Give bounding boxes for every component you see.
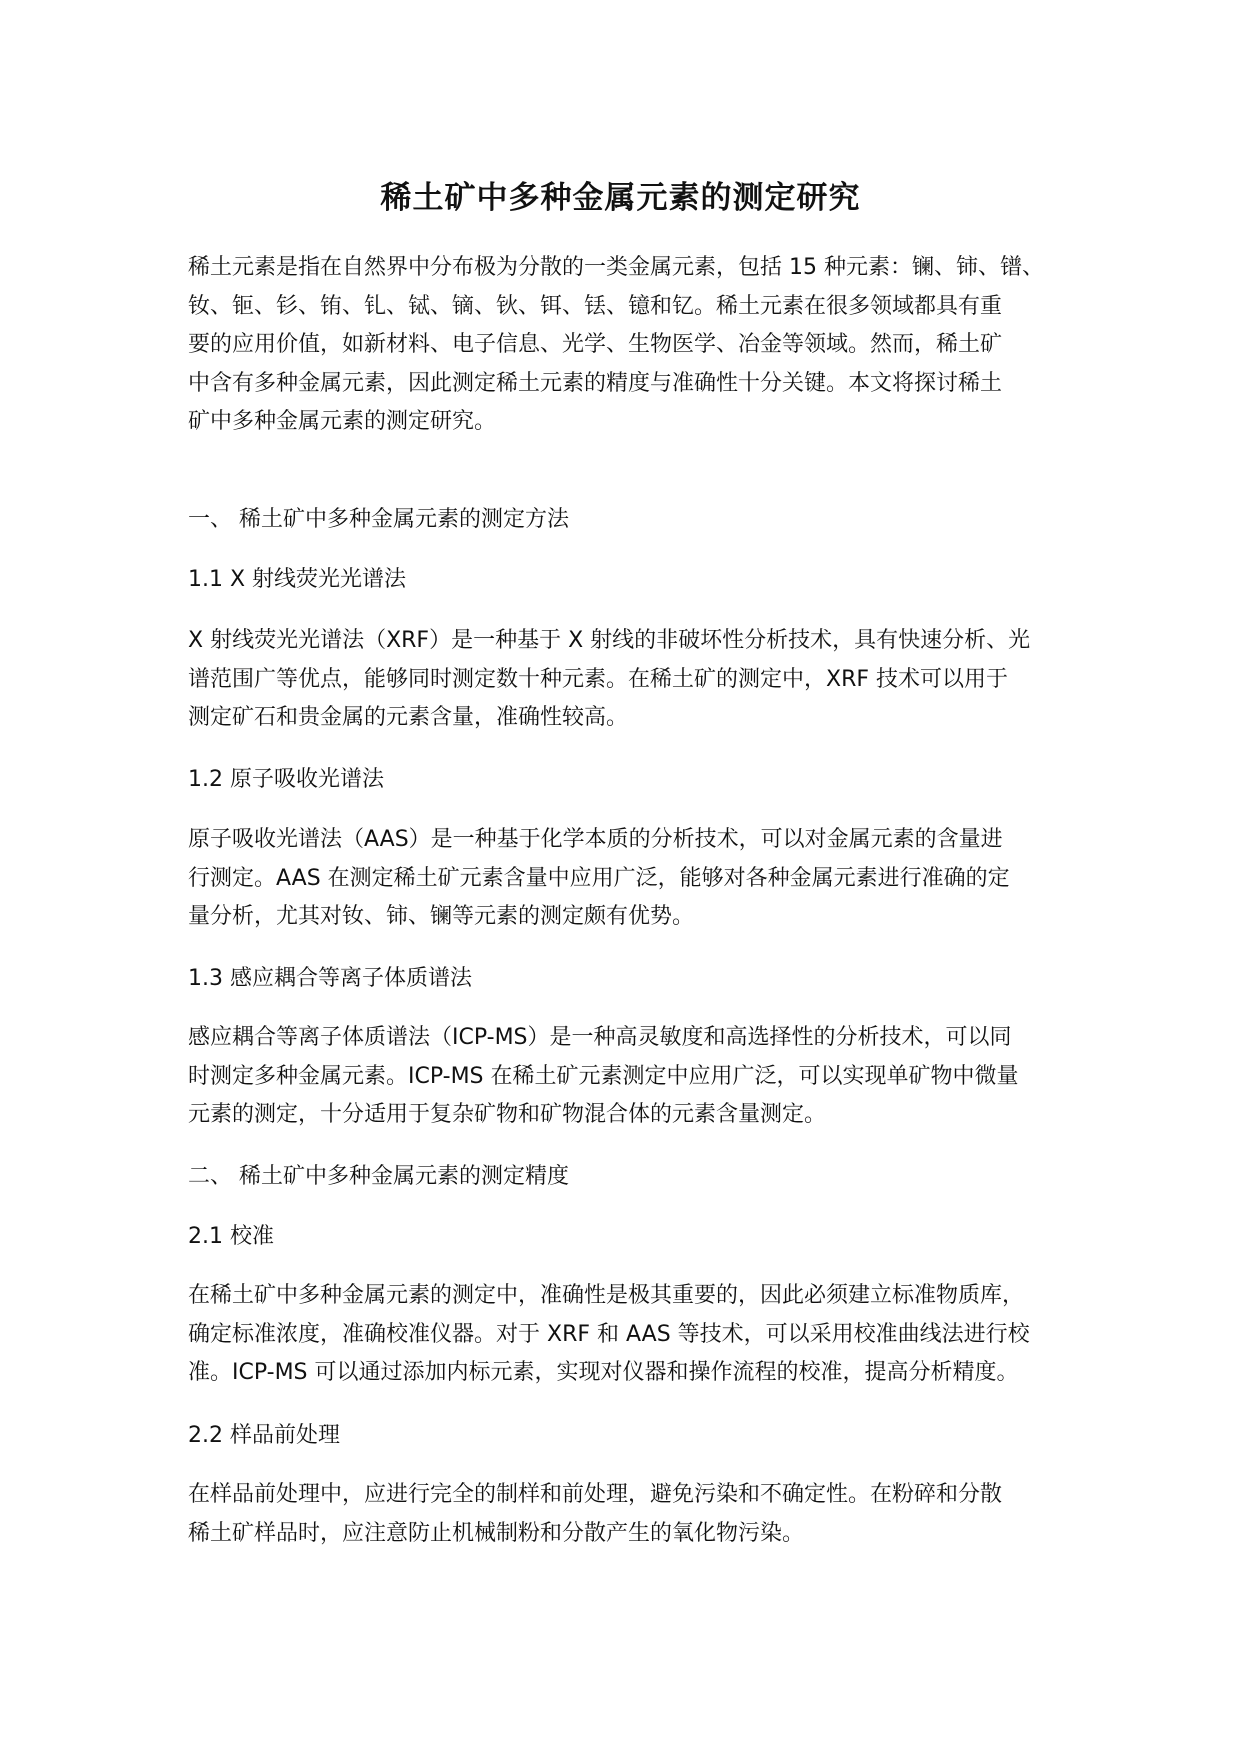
paragraph-line: 确定标准浓度，准确校准仪器。对于 XRF 和 AAS 等技术，可以采用校准曲线法进行校: [188, 1321, 1030, 1347]
subsection-2-2-paragraph: [188, 1476, 1068, 1553]
subsection-1-2-heading: 1.2 原子吸收光谱法: [188, 767, 384, 792]
paragraph-line: 要的应用价值，如新材料、电子信息、光学、生物医学、冶金等领域。然而，稀土矿: [188, 332, 1003, 357]
subsection-1-3-heading: 1.3 感应耦合等离子体质谱法: [188, 966, 472, 991]
subsection-2-1-heading: 2.1 校准: [188, 1224, 274, 1249]
paragraph-line: 原子吸收光谱法（AAS）是一种基于化学本质的分析技术，可以对金属元素的含量进: [188, 827, 1003, 852]
paragraph-line: 在样品前处理中，应进行完全的制样和前处理，避免污染和不确定性。在粉碎和分散: [188, 1482, 1003, 1507]
subsection-1-2-paragraph: [188, 821, 1068, 937]
paragraph-line: 时测定多种金属元素。ICP-MS 在稀土矿元素测定中应用广泛，可以实现单矿物中微量: [188, 1063, 1019, 1089]
paragraph-line: 在稀土矿中多种金属元素的测定中，准确性是极其重要的，因此必须建立标准物质库，: [188, 1283, 1025, 1308]
paragraph-line: 准。ICP-MS 可以通过添加内标元素，实现对仪器和操作流程的校准，提高分析精度。: [188, 1360, 1019, 1385]
section-1-heading: 一、 稀土矿中多种金属元素的测定方法: [188, 507, 569, 532]
paragraph-line: X 射线荧光光谱法（XRF）是一种基于 X 射线的非破坏性分析技术，具有快速分析、光: [188, 628, 1031, 653]
paragraph-line: 谱范围广等优点，能够同时测定数十种元素。在稀土矿的测定中，XRF 技术可以用于: [188, 666, 1009, 692]
paragraph-line: 感应耦合等离子体质谱法（ICP-MS）是一种高灵敏度和高选择性的分析技术，可以同: [188, 1025, 1012, 1050]
subsection-1-1-paragraph: [188, 622, 1068, 738]
paragraph-line: 行测定。AAS 在测定稀土矿元素含量中应用广泛，能够对各种金属元素进行准确的定: [188, 865, 1010, 891]
subsection-1-1-heading: 1.1 X 射线荧光光谱法: [188, 567, 407, 592]
document-title: 稀土矿中多种金属元素的测定研究: [380, 180, 861, 216]
paragraph-line: 稀土矿样品时，应注意防止机械制粉和分散产生的氧化物污染。: [188, 1520, 805, 1546]
section-2-heading: 二、 稀土矿中多种金属元素的测定精度: [188, 1164, 569, 1189]
paragraph-line: 钕、钷、钐、铕、钆、铽、镝、钬、铒、铥、镱和钇。稀土元素在很多领域都具有重: [188, 293, 1003, 319]
subsection-2-1-paragraph: [188, 1277, 1068, 1393]
subsection-1-3-paragraph: [188, 1019, 1068, 1135]
paragraph-line: 矿中多种金属元素的测定研究。: [188, 409, 497, 434]
paragraph-line: 中含有多种金属元素，因此测定稀土元素的精度与准确性十分关键。本文将探讨稀土: [188, 370, 1003, 396]
paragraph-line: 量分析，尤其对钕、铈、镧等元素的测定颇有优势。: [188, 904, 695, 929]
intro-paragraph: [188, 249, 1068, 442]
paragraph-line: 稀土元素是指在自然界中分布极为分散的一类金属元素，包括 15 种元素：镧、铈、镨、: [188, 255, 1044, 280]
paragraph-line: 测定矿石和贵金属的元素含量，准确性较高。: [188, 705, 629, 730]
subsection-2-2-heading: 2.2 样品前处理: [188, 1423, 340, 1448]
paragraph-line: 元素的测定，十分适用于复杂矿物和矿物混合体的元素含量测定。: [188, 1102, 827, 1127]
